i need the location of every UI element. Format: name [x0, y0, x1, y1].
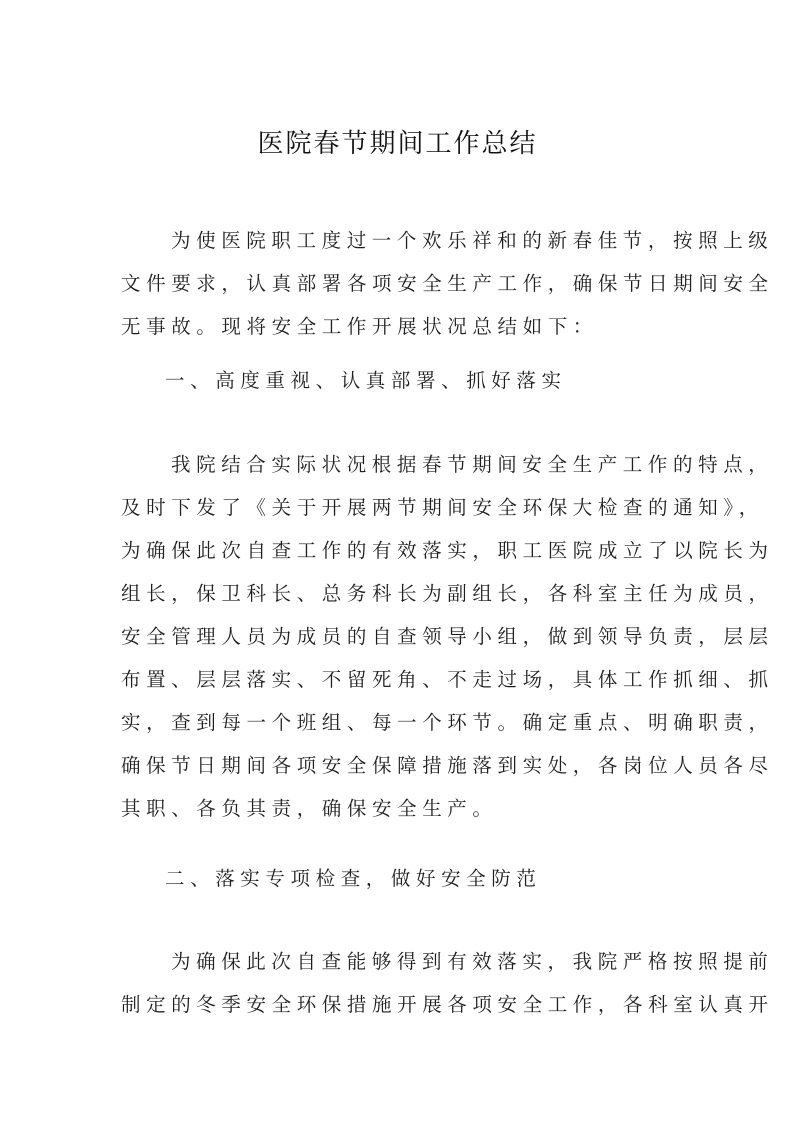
paragraph-line: 布置、层层落实、不留死角、不走过场，具体工作抓细、抓: [121, 668, 774, 691]
intro-paragraph: [121, 219, 774, 348]
section-2-heading: [121, 857, 674, 900]
paragraph-line: 组长，保卫科长、总务科长为副组长，各科室主任为成员，: [121, 582, 774, 605]
document-title: 医院春节期间工作总结: [257, 129, 538, 159]
paragraph-line: 为确保此次自查能够得到有效落实，我院严格按照提前: [171, 950, 774, 973]
paragraph-line: 文件要求，认真部署各项安全生产工作，确保节日期间安全: [121, 272, 774, 295]
paragraph-line: 为使医院职工度过一个欢乐祥和的新春佳节，按照上级: [171, 229, 774, 252]
paragraph-line: 确保节日期间各项安全保障措施落到实处，各岗位人员各尽: [121, 754, 774, 777]
paragraph-line: 制定的冬季安全环保措施开展各项安全工作，各科室认真开: [121, 993, 774, 1016]
section-heading-text: 二、落实专项检查，做好安全防范: [165, 867, 542, 890]
section-heading-text: 一、高度重视、认真部署、抓好落实: [165, 369, 567, 392]
paragraph-line: 为确保此次自查工作的有效落实，职工医院成立了以院长为: [121, 539, 774, 562]
section-1-heading: [121, 359, 674, 402]
paragraph-line: 其职、各负其责，确保安全生产。: [121, 797, 498, 820]
paragraph-line: 安全管理人员为成员的自查领导小组，做到领导负责，层层: [121, 625, 774, 648]
section-2-paragraph: [121, 940, 774, 1026]
paragraph-line: 无事故。现将安全工作开展状况总结如下：: [121, 315, 598, 338]
paragraph-line: 我院结合实际状况根据春节期间安全生产工作的特点，: [171, 453, 774, 476]
paragraph-line: 实，查到每一个班组、每一个环节。确定重点、明确职责，: [121, 711, 774, 734]
section-1-paragraph: [121, 443, 774, 830]
paragraph-line: 及时下发了《关于开展两节期间安全环保大检查的通知》，: [121, 496, 764, 519]
